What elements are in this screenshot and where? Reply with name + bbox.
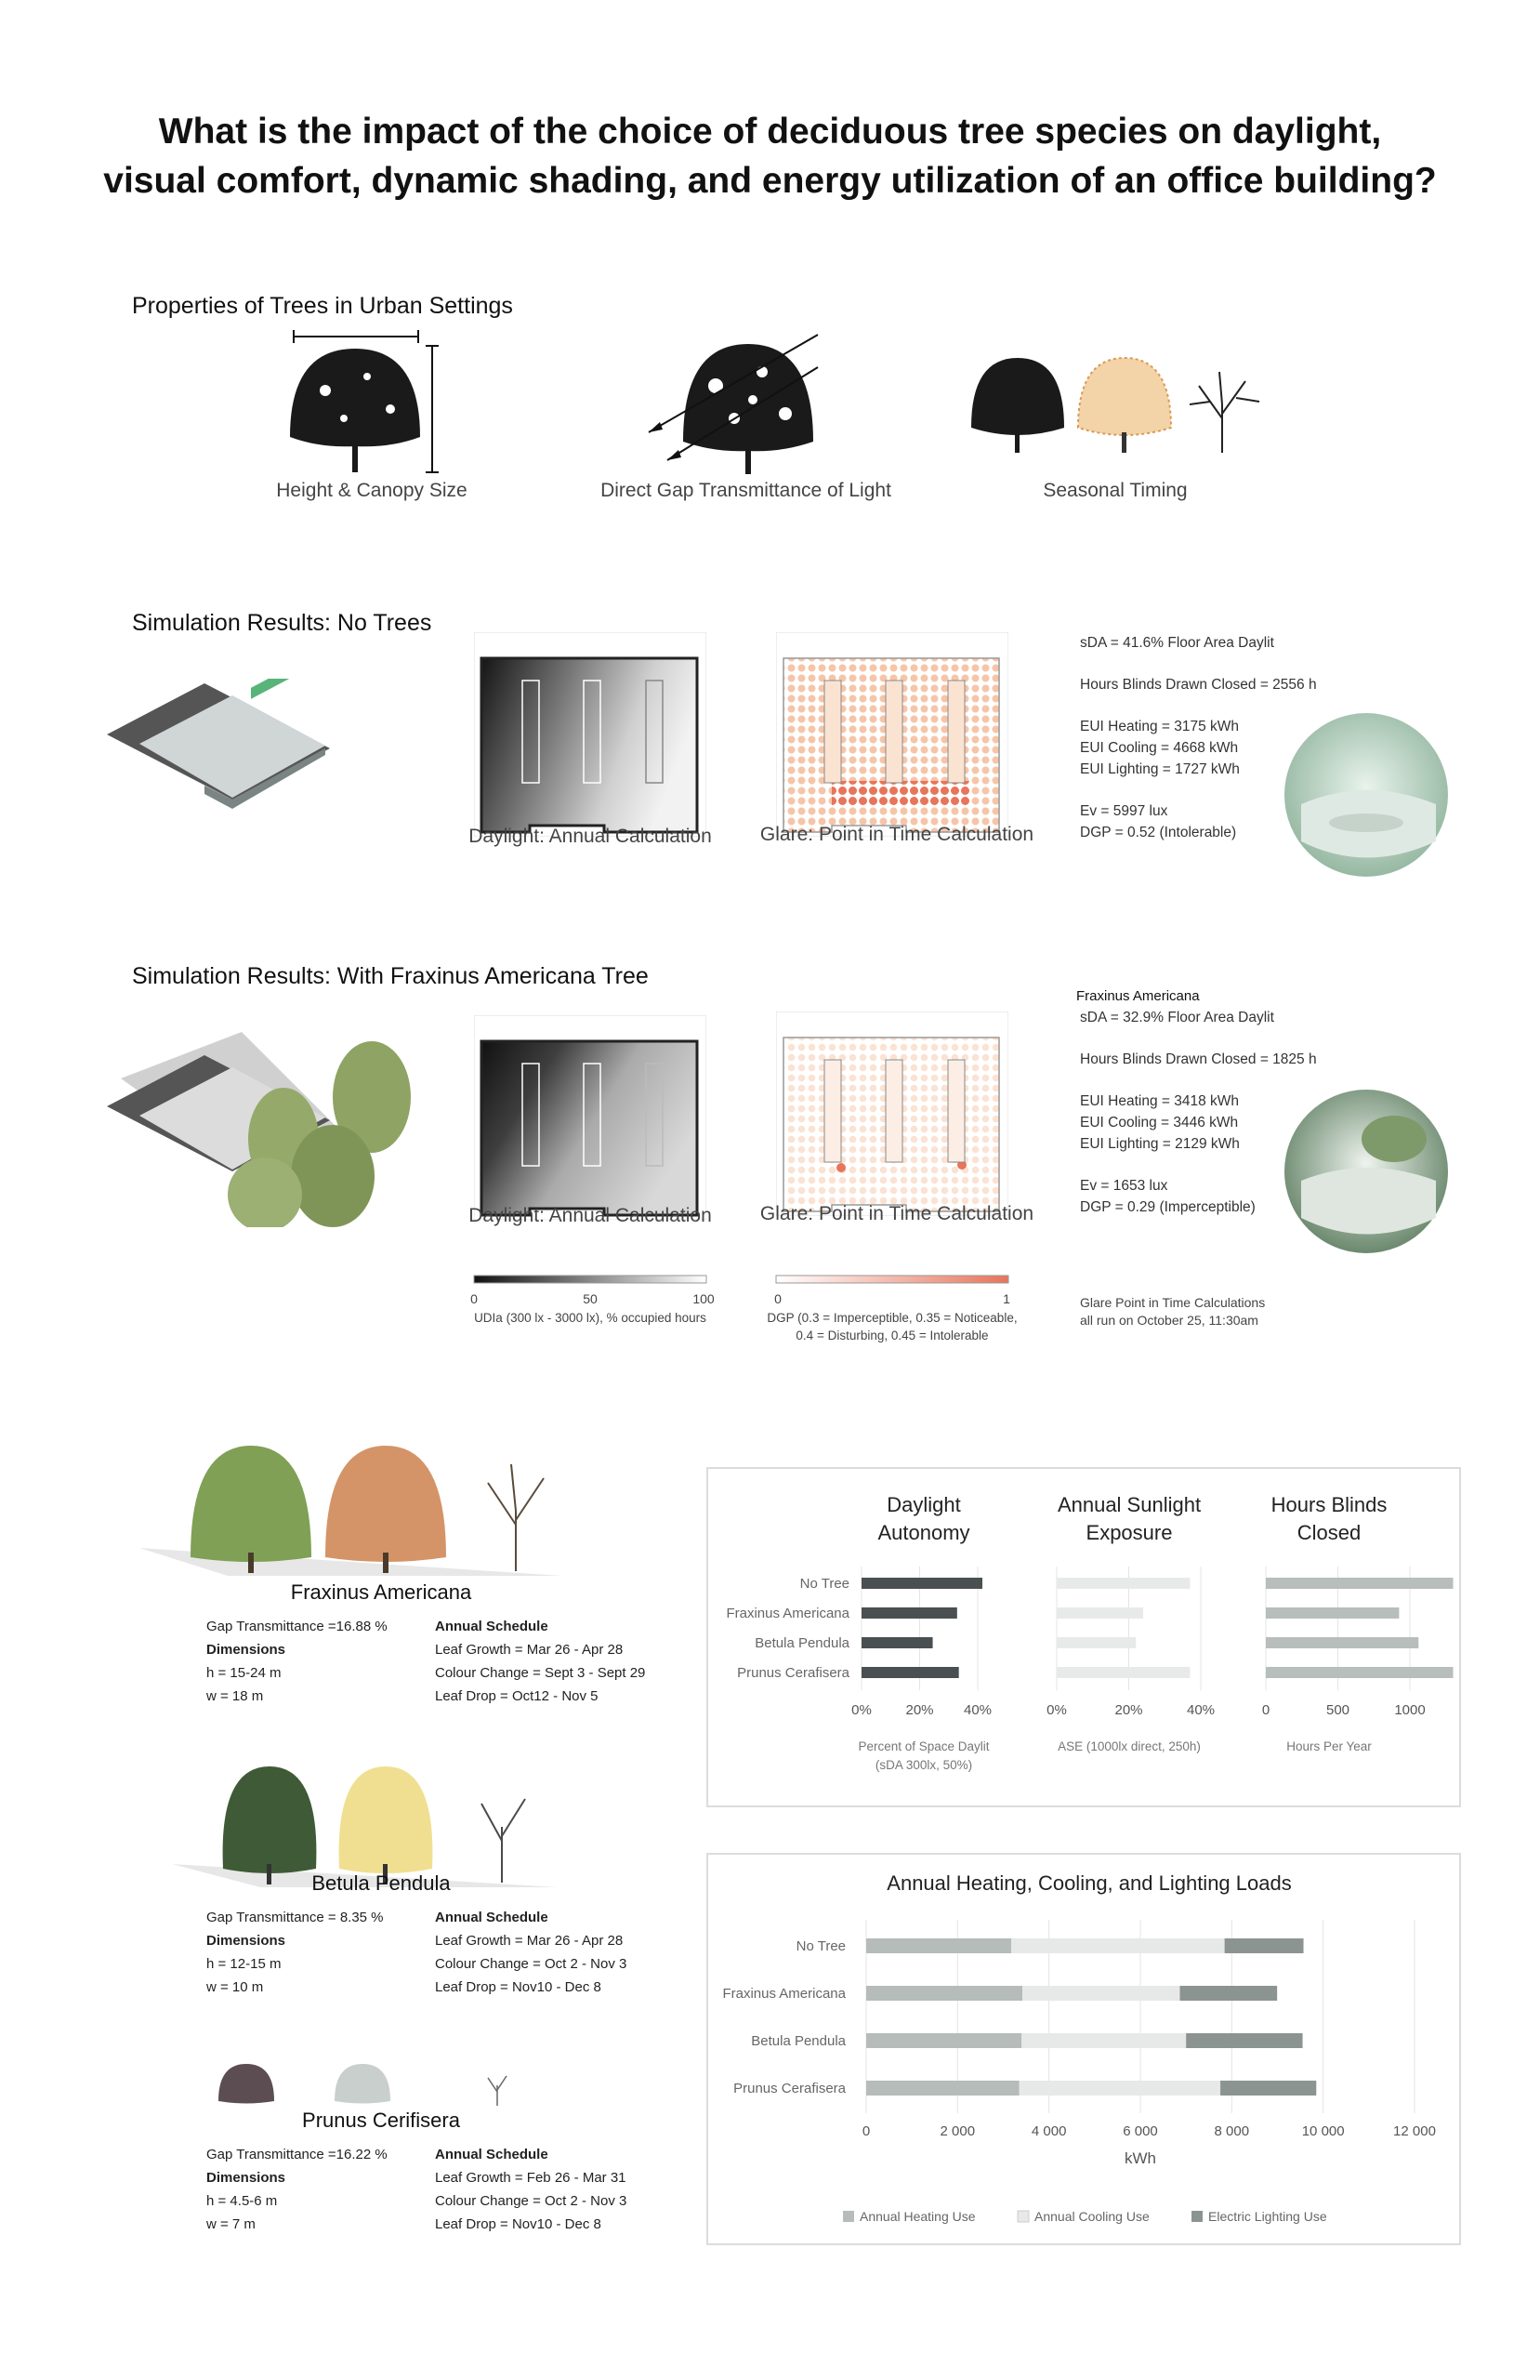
fraxinus-name: Fraxinus Americana xyxy=(290,1580,472,1604)
betula-gap: Gap Transmittance = 8.35 % xyxy=(206,1910,384,1925)
caption-height-canopy: Height & Canopy Size xyxy=(276,480,467,501)
tick-label: 40% xyxy=(1186,1702,1216,1718)
fraxinus-drop: Leaf Drop = Oct12 - Nov 5 xyxy=(435,1688,599,1704)
stacked-bar-segment xyxy=(1021,2033,1186,2048)
cooling-no-trees: EUI Cooling = 4668 kWh xyxy=(1080,740,1239,756)
category-label: Prunus Cerafisera xyxy=(733,2081,846,2096)
height-canopy-illustration xyxy=(279,325,446,479)
caption-seasonal-timing: Seasonal Timing xyxy=(1043,480,1188,501)
heating-with-tree: EUI Heating = 3418 kWh xyxy=(1080,1093,1240,1109)
page-title xyxy=(0,107,1540,205)
prunus-dim-label: Dimensions xyxy=(206,2170,286,2186)
dgp-tick-1: 1 xyxy=(1003,1291,1010,1306)
prunus-colour: Colour Change = Oct 2 - Nov 3 xyxy=(435,2193,627,2209)
fraxinus-dim-label: Dimensions xyxy=(206,1642,286,1658)
category-label: Betula Pendula xyxy=(751,2033,846,2049)
cooling-with-tree: EUI Cooling = 3446 kWh xyxy=(1080,1115,1239,1130)
axis-label: (sDA 300lx, 50%) xyxy=(875,1758,973,1772)
chart-title: Annual Heating, Cooling, and Lighting Loads xyxy=(887,1871,1292,1895)
betula-colour: Colour Change = Oct 2 - Nov 3 xyxy=(435,1956,627,1972)
bar xyxy=(862,1607,957,1619)
udi-tick-100: 100 xyxy=(692,1291,715,1306)
performance-charts-panel xyxy=(706,1467,1461,1807)
metrics-with-tree xyxy=(1076,985,1317,1218)
fraxinus-props-left xyxy=(206,1615,388,1708)
bar xyxy=(1266,1607,1399,1619)
bar xyxy=(862,1578,982,1589)
category-label: Fraxinus Americana xyxy=(722,1986,846,2002)
fraxinus-growth: Leaf Growth = Mar 26 - Apr 28 xyxy=(435,1642,624,1658)
interior-view-no-trees xyxy=(1283,711,1450,879)
stacked-bar-segment xyxy=(1186,2033,1302,2048)
ev-no-trees: Ev = 5997 lux xyxy=(1080,803,1168,819)
fraxinus-props-right xyxy=(435,1615,645,1708)
tick-label: 0% xyxy=(851,1702,872,1718)
prunus-name: Prunus Cerifisera xyxy=(302,2109,460,2132)
udi-legend xyxy=(469,1274,720,1329)
betula-h: h = 12-15 m xyxy=(206,1956,282,1972)
betula-w: w = 10 m xyxy=(206,1979,264,1995)
properties-heading: Properties of Trees in Urban Settings xyxy=(132,293,513,319)
fraxinus-w: w = 18 m xyxy=(206,1688,264,1704)
blinds-with-tree: Hours Blinds Drawn Closed = 1825 h xyxy=(1080,1051,1317,1067)
prunus-w: w = 7 m xyxy=(206,2216,256,2232)
tick-label: 4 000 xyxy=(1031,2123,1067,2139)
stacked-bar-segment xyxy=(866,1938,1011,1953)
dgp-label-2: 0.4 = Disturbing, 0.45 = Intolerable xyxy=(796,1329,989,1342)
no-trees-heading: Simulation Results: No Trees xyxy=(132,610,432,636)
chart-title: Autonomy xyxy=(877,1521,970,1544)
sda-no-trees: sDA = 41.6% Floor Area Daylit xyxy=(1080,635,1274,651)
axis-label: ASE (1000lx direct, 250h) xyxy=(1058,1739,1201,1753)
fraxinus-sched-label: Annual Schedule xyxy=(435,1619,548,1634)
glare-note xyxy=(1080,1294,1265,1329)
performance-bar-charts xyxy=(708,1469,1459,1805)
caption-daylight-no-trees: Daylight: Annual Calculation xyxy=(468,826,712,847)
prunus-h: h = 4.5-6 m xyxy=(206,2193,278,2209)
stacked-bar-segment xyxy=(1179,1986,1277,2001)
bar xyxy=(1057,1637,1136,1648)
energy-loads-chart xyxy=(708,1855,1459,2243)
chart-title: Annual Sunlight xyxy=(1057,1493,1202,1516)
legend-swatch xyxy=(1191,2211,1203,2222)
heating-no-trees: EUI Heating = 3175 kWh xyxy=(1080,719,1240,734)
prunus-props-right xyxy=(435,2143,626,2236)
bar xyxy=(1057,1667,1190,1678)
title-line-2: visual comfort, dynamic shading, and energy utilization of an office building? xyxy=(103,161,1437,201)
building-model-with-tree xyxy=(102,1013,428,1227)
legend-label: Annual Cooling Use xyxy=(1034,2209,1150,2224)
gap-transmittance-illustration xyxy=(641,330,836,479)
fraxinus-h: h = 15-24 m xyxy=(206,1665,282,1681)
bar xyxy=(1266,1578,1454,1589)
glare-note-line-2: all run on October 25, 11:30am xyxy=(1080,1313,1258,1328)
dgp-with-tree: DGP = 0.29 (Imperceptible) xyxy=(1080,1199,1256,1215)
with-tree-heading: Simulation Results: With Fraxinus Americana Tree xyxy=(132,963,649,989)
axis-label: Percent of Space Daylit xyxy=(858,1739,990,1753)
sda-with-tree: sDA = 32.9% Floor Area Daylit xyxy=(1080,1010,1274,1025)
udi-tick-0: 0 xyxy=(470,1291,478,1306)
title-line-1: What is the impact of the choice of deciduous tree species on daylight, xyxy=(158,112,1382,152)
prunus-growth: Leaf Growth = Feb 26 - Mar 31 xyxy=(435,2170,626,2186)
tick-label: 500 xyxy=(1325,1702,1350,1718)
axis-label: kWh xyxy=(1125,2149,1156,2167)
lighting-no-trees: EUI Lighting = 1727 kWh xyxy=(1080,761,1240,777)
metrics-no-trees xyxy=(1080,632,1317,843)
tick-label: 0% xyxy=(1046,1702,1067,1718)
category-label: Prunus Cerafisera xyxy=(737,1665,849,1681)
tick-label: 1000 xyxy=(1394,1702,1426,1718)
glare-note-line-1: Glare Point in Time Calculations xyxy=(1080,1295,1266,1310)
bar xyxy=(1057,1578,1190,1589)
stacked-bar-segment xyxy=(1220,2081,1316,2096)
tick-label: 6 000 xyxy=(1123,2123,1158,2139)
legend-swatch xyxy=(1018,2211,1029,2222)
tick-label: 2 000 xyxy=(940,2123,976,2139)
caption-glare-no-trees: Glare: Point in Time Calculation xyxy=(759,824,1034,845)
tick-label: 0 xyxy=(862,2123,871,2139)
bar xyxy=(1057,1607,1143,1619)
caption-daylight-with-tree: Daylight: Annual Calculation xyxy=(468,1205,712,1226)
stacked-bar-segment xyxy=(866,2081,1020,2096)
blinds-no-trees: Hours Blinds Drawn Closed = 2556 h xyxy=(1080,677,1317,693)
glare-map-with-tree xyxy=(776,1012,1008,1216)
betula-drop: Leaf Drop = Nov10 - Dec 8 xyxy=(435,1979,601,1995)
dgp-label-1: DGP (0.3 = Imperceptible, 0.35 = Noticeable, xyxy=(767,1311,1018,1325)
tick-label: 20% xyxy=(1114,1702,1143,1718)
stacked-bar-segment xyxy=(1022,1986,1179,2001)
tick-label: 0 xyxy=(1261,1702,1270,1718)
tick-label: 20% xyxy=(905,1702,934,1718)
betula-growth: Leaf Growth = Mar 26 - Apr 28 xyxy=(435,1933,624,1949)
ev-with-tree: Ev = 1653 lux xyxy=(1080,1178,1168,1194)
category-label: No Tree xyxy=(799,1576,849,1592)
legend-label: Annual Heating Use xyxy=(860,2209,976,2224)
bar xyxy=(862,1637,933,1648)
axis-label: Hours Per Year xyxy=(1286,1739,1372,1753)
fraxinus-illustration xyxy=(135,1436,572,1576)
daylight-map-with-tree xyxy=(474,1015,706,1220)
chart-title: Daylight xyxy=(887,1493,961,1516)
betula-dim-label: Dimensions xyxy=(206,1933,286,1949)
prunus-props-left xyxy=(206,2143,388,2236)
udi-label: UDIa (300 lx - 3000 lx), % occupied hours xyxy=(474,1311,706,1325)
bar xyxy=(1266,1667,1454,1678)
glare-map-no-trees xyxy=(776,632,1008,837)
chart-title: Closed xyxy=(1296,1521,1362,1544)
fraxinus-gap: Gap Transmittance =16.88 % xyxy=(206,1619,388,1634)
energy-loads-panel xyxy=(706,1853,1461,2245)
dgp-tick-0: 0 xyxy=(774,1291,782,1306)
dgp-legend xyxy=(753,1274,1041,1348)
stacked-bar-segment xyxy=(1020,2081,1220,2096)
stacked-bar-segment xyxy=(1011,1938,1225,1953)
caption-glare-with-tree: Glare: Point in Time Calculation xyxy=(759,1203,1034,1224)
prunus-gap: Gap Transmittance =16.22 % xyxy=(206,2147,388,2162)
betula-sched-label: Annual Schedule xyxy=(435,1910,548,1925)
legend-swatch xyxy=(843,2211,854,2222)
betula-props-right xyxy=(435,1906,626,1999)
tick-label: 12 000 xyxy=(1393,2123,1436,2139)
betula-name: Betula Pendula xyxy=(311,1871,451,1895)
metrics-species-name: Fraxinus Americana xyxy=(1076,988,1200,1004)
udi-tick-50: 50 xyxy=(583,1291,598,1306)
category-label: Fraxinus Americana xyxy=(726,1606,849,1621)
betula-props-left xyxy=(206,1906,384,1999)
bar xyxy=(862,1667,959,1678)
fraxinus-colour: Colour Change = Sept 3 - Sept 29 xyxy=(435,1665,646,1681)
tick-label: 40% xyxy=(963,1702,993,1718)
category-label: Betula Pendula xyxy=(755,1635,849,1651)
building-model-no-trees xyxy=(102,679,335,818)
prunus-illustration xyxy=(209,2059,544,2115)
interior-view-with-tree xyxy=(1283,1088,1450,1255)
chart-title: Hours Blinds xyxy=(1270,1493,1388,1516)
prunus-drop: Leaf Drop = Nov10 - Dec 8 xyxy=(435,2216,601,2232)
stacked-bar-segment xyxy=(866,1986,1022,2001)
lighting-with-tree: EUI Lighting = 2129 kWh xyxy=(1080,1136,1240,1152)
dgp-no-trees: DGP = 0.52 (Intolerable) xyxy=(1080,825,1237,840)
category-label: No Tree xyxy=(796,1938,846,1954)
tick-label: 10 000 xyxy=(1301,2123,1345,2139)
chart-title: Exposure xyxy=(1086,1521,1173,1544)
seasonal-timing-illustration xyxy=(967,353,1264,456)
caption-gap-transmittance: Direct Gap Transmittance of Light xyxy=(600,480,891,501)
stacked-bar-segment xyxy=(1225,1938,1304,1953)
prunus-sched-label: Annual Schedule xyxy=(435,2147,548,2162)
daylight-map-no-trees xyxy=(474,632,706,837)
stacked-bar-segment xyxy=(866,2033,1021,2048)
tick-label: 8 000 xyxy=(1214,2123,1250,2139)
legend-label: Electric Lighting Use xyxy=(1208,2209,1327,2224)
bar xyxy=(1266,1637,1418,1648)
